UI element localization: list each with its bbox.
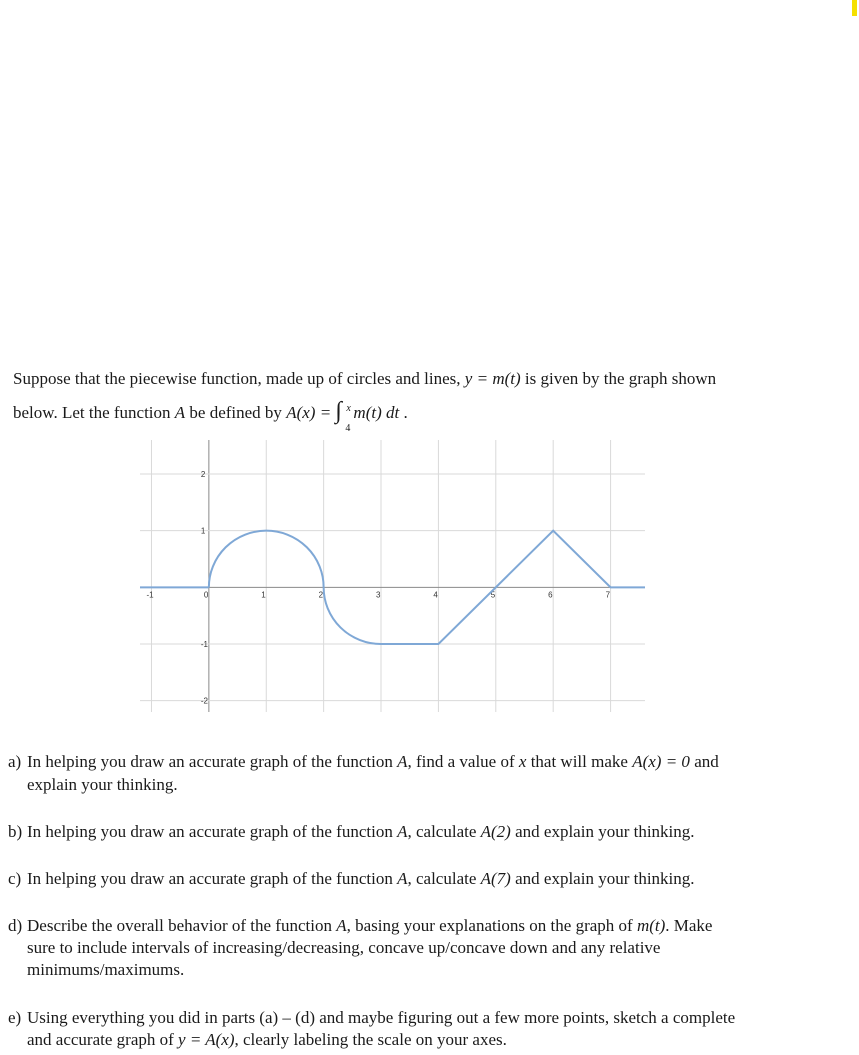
question-e: [8, 1007, 838, 1051]
question-e-math: y = A(x): [178, 1030, 235, 1049]
y-tick-label: 1: [200, 526, 206, 536]
question-d-text-3: . Make: [665, 916, 713, 935]
question-b-text-3: and explain your thinking.: [515, 822, 695, 841]
question-c-text: [8, 867, 838, 890]
question-b-text-2: , calculate: [407, 822, 477, 841]
question-a: [8, 750, 838, 796]
integral-symbol: ∫: [335, 398, 342, 424]
question-c-math: A(7): [480, 869, 511, 888]
question-b-math: A(2): [480, 822, 511, 841]
question-c: [8, 867, 838, 890]
question-c-label: c): [8, 869, 22, 888]
highlight-marker: [852, 0, 857, 16]
question-b-var-a: A: [397, 822, 408, 841]
question-a-label: a): [8, 752, 22, 771]
question-c-text-2: , calculate: [407, 869, 477, 888]
question-d-line-3: minimums/maximums.: [27, 960, 185, 979]
question-b-text: [8, 820, 838, 843]
question-e-text: [8, 1007, 838, 1051]
intro-period: .: [403, 403, 408, 422]
intro-math-y-equals-m: y = m(t): [464, 369, 521, 388]
problem-intro: [13, 362, 843, 434]
question-b: [8, 820, 838, 843]
x-tick-label: 7: [605, 590, 611, 600]
intro-text-1-tail: is given by the graph shown: [524, 369, 717, 388]
intro-text-2-mid: be defined by: [189, 403, 282, 422]
question-e-line-2b: , clearly labeling the scale on your axes.: [234, 1030, 507, 1049]
question-d: [8, 915, 838, 981]
question-a-var-a: A: [397, 752, 408, 771]
y-tick-label: 2: [200, 470, 206, 479]
question-a-line-2: explain your thinking.: [27, 775, 178, 794]
graph-grid: [140, 440, 645, 712]
x-tick-label: 6: [548, 590, 553, 600]
intro-math-a-of-x: A(x) =: [286, 403, 332, 422]
question-c-var-a: A: [397, 869, 408, 888]
question-e-text-1: Using everything you did in parts (a) – (d) and maybe figuring out a few more points, sketch a complete: [27, 1008, 736, 1027]
x-tick-label: -1: [146, 590, 154, 600]
intro-text-1: Suppose that the piecewise function, made up of circles and lines,: [13, 369, 461, 388]
x-tick-label: 5: [490, 590, 496, 600]
question-c-text-1: In helping you draw an accurate graph of the function: [27, 869, 393, 888]
question-a-text-4: and: [694, 752, 719, 771]
intro-math-integrand: m(t) dt: [353, 403, 400, 422]
intro-text-2: below. Let the function: [13, 403, 171, 422]
m-of-t-graph: [140, 440, 645, 712]
question-a-text-2: , find a value of: [407, 752, 515, 771]
integral-lower-limit: 4: [345, 423, 351, 434]
x-tick-label: 1: [261, 590, 266, 600]
curve-segment-quarter-circle-lower: [324, 587, 381, 644]
question-d-text-2: , basing your explanations on the graph of: [346, 916, 633, 935]
x-tick-label: 2: [318, 590, 324, 600]
intro-var-a: A: [174, 403, 186, 422]
question-c-text-3: and explain your thinking.: [515, 869, 695, 888]
question-d-var-a: A: [336, 916, 347, 935]
question-d-text: [8, 915, 838, 981]
x-tick-label: 3: [376, 590, 381, 600]
question-a-text: [8, 750, 838, 796]
x-tick-label: 0: [203, 590, 209, 600]
y-tick-label: -1: [200, 640, 208, 649]
intro-line-2: [13, 396, 843, 434]
question-a-text-3: that will make: [530, 752, 628, 771]
question-e-line-2a: and accurate graph of: [27, 1030, 174, 1049]
question-b-text-1: In helping you draw an accurate graph of the function: [27, 822, 393, 841]
question-b-label: b): [8, 822, 23, 841]
question-a-math: A(x) = 0: [632, 752, 690, 771]
integral-sign: [335, 398, 353, 434]
question-d-text-1: Describe the overall behavior of the function: [27, 916, 332, 935]
question-a-text-1: In helping you draw an accurate graph of the function: [27, 752, 393, 771]
question-d-label: d): [8, 916, 23, 935]
question-d-line-2: sure to include intervals of increasing/decreasing, concave up/concave down and any relative: [27, 938, 661, 957]
y-tick-label: -2: [200, 696, 208, 706]
question-a-var-x: x: [518, 752, 527, 771]
x-tick-label: 4: [433, 590, 438, 600]
question-d-math: m(t): [636, 916, 666, 935]
question-e-label: e): [8, 1008, 22, 1027]
intro-line-1: [13, 362, 843, 396]
integral-upper-limit: x: [346, 403, 351, 414]
